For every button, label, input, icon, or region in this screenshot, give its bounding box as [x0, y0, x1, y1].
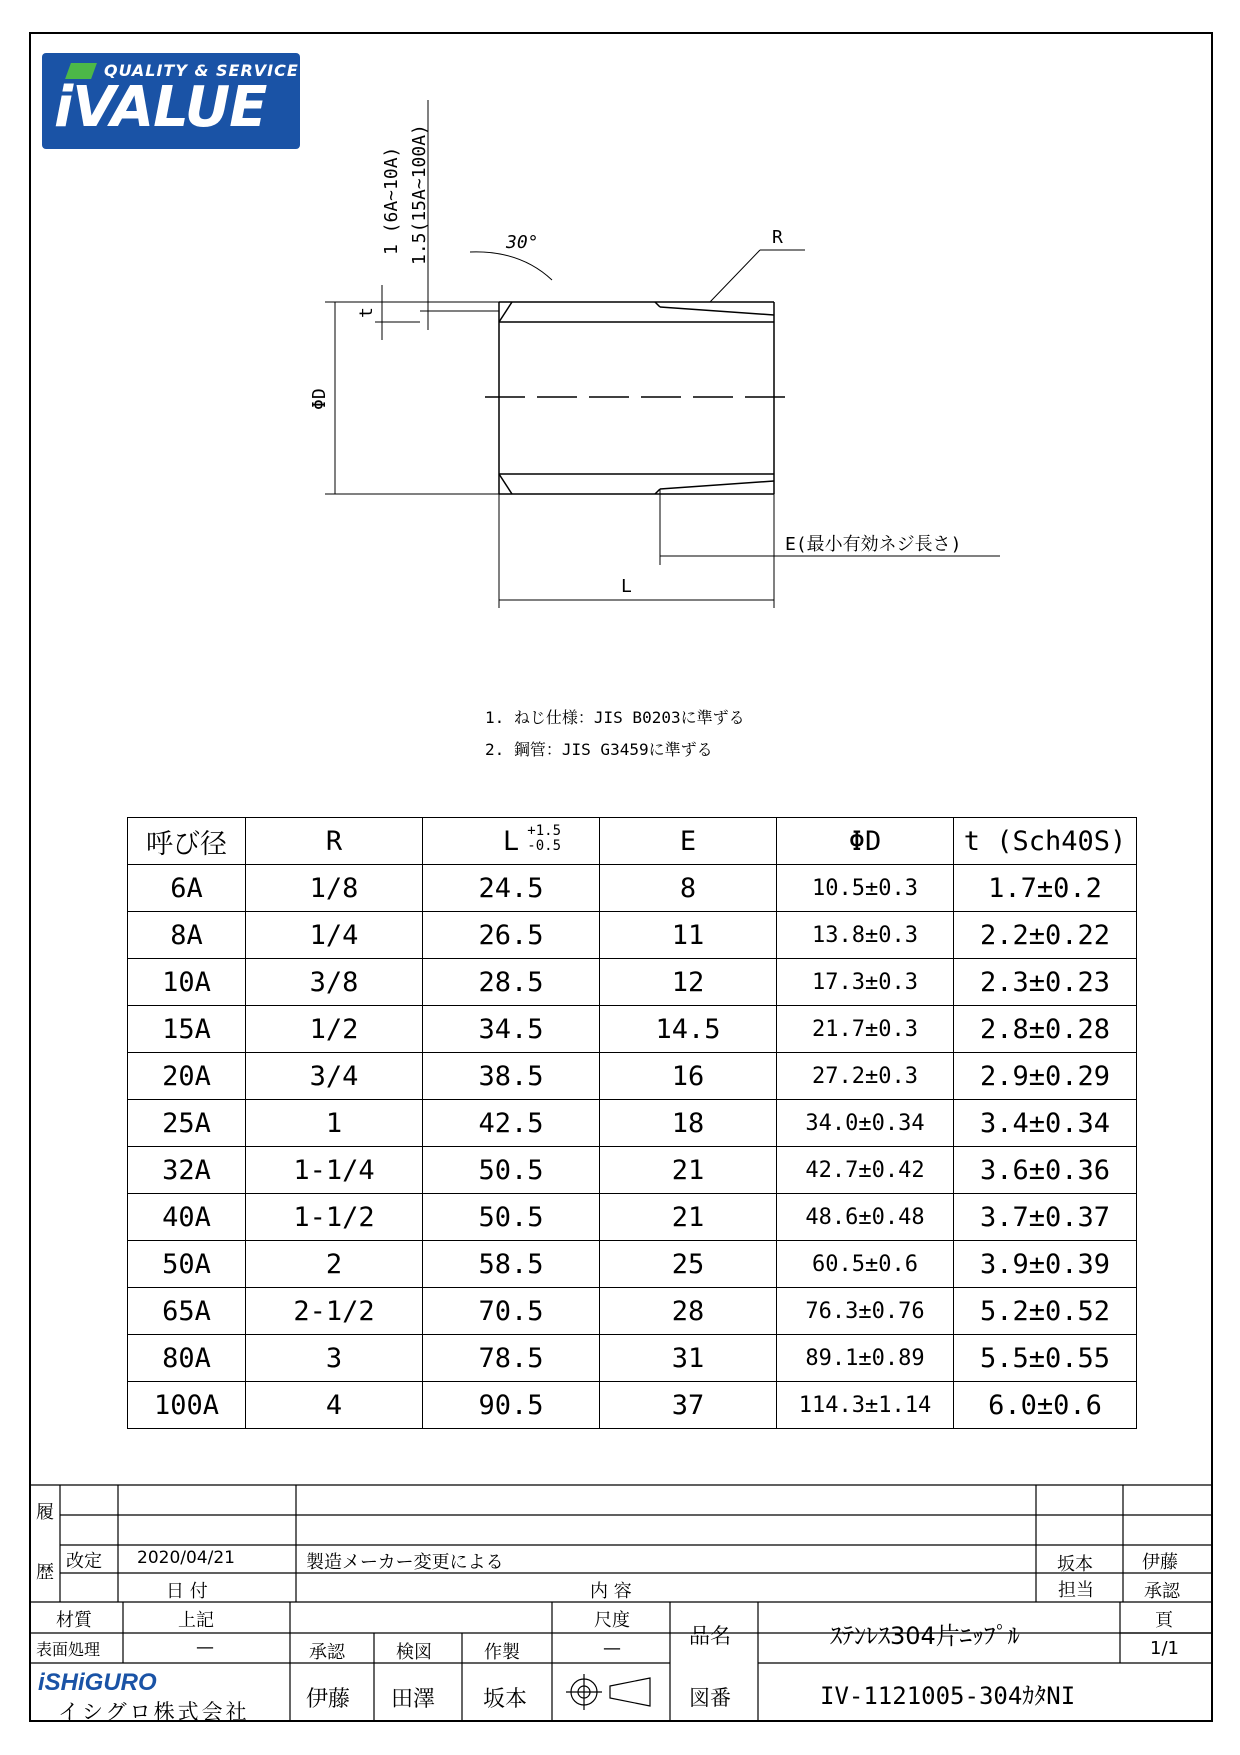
cell-size: 32A: [128, 1147, 246, 1194]
check-label: 検図: [396, 1642, 432, 1663]
l-tolerance-minus: -0.5: [527, 838, 561, 854]
cell-d: 76.3±0.76: [777, 1288, 954, 1335]
cell-size: 65A: [128, 1288, 246, 1335]
header-e: E: [600, 818, 777, 865]
product-label: 品名: [689, 1624, 731, 1648]
drawing-no: IV-1121005-304ｶﾀNI: [820, 1682, 1076, 1710]
cell-t: 5.2±0.52: [954, 1288, 1137, 1335]
cell-size: 80A: [128, 1335, 246, 1382]
header-t: t (Sch40S): [954, 818, 1137, 865]
cell-r: 2: [246, 1241, 423, 1288]
cell-l: 28.5: [423, 959, 600, 1006]
cell-l: 26.5: [423, 912, 600, 959]
cell-t: 2.8±0.28: [954, 1006, 1137, 1053]
dim-thread-large: 1.5(15A~100A): [409, 124, 430, 265]
note-2: 2. 鋼管：JIS G3459に準ずる: [485, 740, 713, 759]
header-r: R: [246, 818, 423, 865]
cell-e: 21: [600, 1194, 777, 1241]
page-label: 頁: [1155, 1610, 1173, 1631]
cell-size: 8A: [128, 912, 246, 959]
header-size: 呼び径: [128, 818, 246, 865]
cell-r: 1/4: [246, 912, 423, 959]
product-name: ｽﾃﾝﾚｽ304片ﾆｯﾌﾟﾙ: [830, 1622, 1020, 1650]
cell-r: 1-1/4: [246, 1147, 423, 1194]
col-approval: 承認: [1144, 1581, 1180, 1602]
cell-t: 3.6±0.36: [954, 1147, 1137, 1194]
cell-r: 1-1/2: [246, 1194, 423, 1241]
cell-e: 28: [600, 1288, 777, 1335]
cell-size: 15A: [128, 1006, 246, 1053]
cell-d: 17.3±0.3: [777, 959, 954, 1006]
note-1: 1. ねじ仕様：JIS B0203に準ずる: [485, 708, 745, 727]
company-name: イシグロ株式会社: [58, 1700, 250, 1724]
cell-t: 1.7±0.2: [954, 865, 1137, 912]
cell-e: 21: [600, 1147, 777, 1194]
cell-t: 2.2±0.22: [954, 912, 1137, 959]
cell-r: 3/8: [246, 959, 423, 1006]
cell-e: 8: [600, 865, 777, 912]
revision-approver: 伊藤: [1142, 1552, 1178, 1573]
cell-size: 100A: [128, 1382, 246, 1429]
cell-r: 3/4: [246, 1053, 423, 1100]
cell-d: 60.5±0.6: [777, 1241, 954, 1288]
cell-size: 25A: [128, 1100, 246, 1147]
cell-l: 50.5: [423, 1147, 600, 1194]
cell-d: 89.1±0.89: [777, 1335, 954, 1382]
cell-t: 2.3±0.23: [954, 959, 1137, 1006]
cell-t: 3.9±0.39: [954, 1241, 1137, 1288]
col-person: 担当: [1058, 1580, 1094, 1601]
cell-d: 114.3±1.14: [777, 1382, 954, 1429]
cell-l: 58.5: [423, 1241, 600, 1288]
check-name: 田澤: [391, 1687, 436, 1712]
cell-t: 2.9±0.29: [954, 1053, 1137, 1100]
cell-d: 10.5±0.3: [777, 865, 954, 912]
approve-name: 伊藤: [306, 1687, 351, 1712]
cell-l: 70.5: [423, 1288, 600, 1335]
projection-symbol-icon: [566, 1674, 650, 1710]
dim-t: t: [356, 307, 377, 318]
surface-value: —: [196, 1637, 214, 1658]
cell-size: 50A: [128, 1241, 246, 1288]
dim-l: L: [621, 576, 632, 597]
cell-e: 14.5: [600, 1006, 777, 1053]
page-value: 1/1: [1150, 1638, 1179, 1659]
cell-d: 42.7±0.42: [777, 1147, 954, 1194]
cell-e: 12: [600, 959, 777, 1006]
surface-label: 表面処理: [36, 1640, 101, 1659]
cell-r: 1/2: [246, 1006, 423, 1053]
col-content: 内 容: [590, 1581, 632, 1602]
revision-date: 2020/04/21: [137, 1548, 235, 1568]
header-l-label: L: [502, 825, 520, 857]
cell-d: 27.2±0.3: [777, 1053, 954, 1100]
cell-d: 34.0±0.34: [777, 1100, 954, 1147]
history-label-1: 履: [36, 1502, 54, 1523]
cell-l: 50.5: [423, 1194, 600, 1241]
scale-value: —: [603, 1638, 621, 1659]
cell-l: 24.5: [423, 865, 600, 912]
cell-d: 48.6±0.48: [777, 1194, 954, 1241]
cell-r: 1: [246, 1100, 423, 1147]
history-label-2: 歴: [36, 1562, 54, 1583]
cell-d: 21.7±0.3: [777, 1006, 954, 1053]
cell-l: 38.5: [423, 1053, 600, 1100]
cell-size: 20A: [128, 1053, 246, 1100]
revision-label: 改定: [66, 1551, 102, 1572]
cell-l: 34.5: [423, 1006, 600, 1053]
cell-d: 13.8±0.3: [777, 912, 954, 959]
logo-name: iVALUE: [54, 75, 267, 140]
draw-label: 作製: [484, 1642, 520, 1663]
approve-label: 承認: [309, 1642, 345, 1663]
cell-size: 40A: [128, 1194, 246, 1241]
cell-r: 3: [246, 1335, 423, 1382]
cell-t: 6.0±0.6: [954, 1382, 1137, 1429]
cell-e: 16: [600, 1053, 777, 1100]
cell-l: 90.5: [423, 1382, 600, 1429]
revision-person: 坂本: [1057, 1554, 1093, 1575]
cell-t: 3.4±0.34: [954, 1100, 1137, 1147]
draw-name: 坂本: [483, 1687, 528, 1712]
dim-d: ΦD: [309, 388, 330, 410]
cell-e: 25: [600, 1241, 777, 1288]
cell-r: 4: [246, 1382, 423, 1429]
cell-e: 31: [600, 1335, 777, 1382]
revision-content: 製造メーカー変更による: [306, 1552, 504, 1573]
cell-size: 10A: [128, 959, 246, 1006]
logo-tagline: QUALITY & SERVICE: [104, 61, 299, 80]
cell-size: 6A: [128, 865, 246, 912]
cell-l: 78.5: [423, 1335, 600, 1382]
cell-r: 2-1/2: [246, 1288, 423, 1335]
cell-t: 3.7±0.37: [954, 1194, 1137, 1241]
cell-r: 1/8: [246, 865, 423, 912]
dim-r: R: [772, 227, 783, 248]
l-tolerance-plus: +1.5: [527, 823, 561, 839]
drawing-no-label: 図番: [689, 1686, 731, 1710]
ishiguro-logo: iSHiGURO: [38, 1669, 157, 1696]
material-value: 上記: [178, 1610, 214, 1631]
cell-e: 11: [600, 912, 777, 959]
col-date: 日 付: [166, 1581, 208, 1602]
dim-angle: 30°: [506, 232, 539, 253]
cell-l: 42.5: [423, 1100, 600, 1147]
cell-t: 5.5±0.55: [954, 1335, 1137, 1382]
cell-e: 37: [600, 1382, 777, 1429]
header-d: ΦD: [777, 818, 954, 865]
scale-label: 尺度: [594, 1610, 630, 1631]
material-label: 材質: [56, 1610, 92, 1631]
dim-thread-small: 1 (6A~10A): [381, 146, 402, 255]
cell-e: 18: [600, 1100, 777, 1147]
dim-e: E(最小有効ネジ長さ): [785, 534, 962, 555]
